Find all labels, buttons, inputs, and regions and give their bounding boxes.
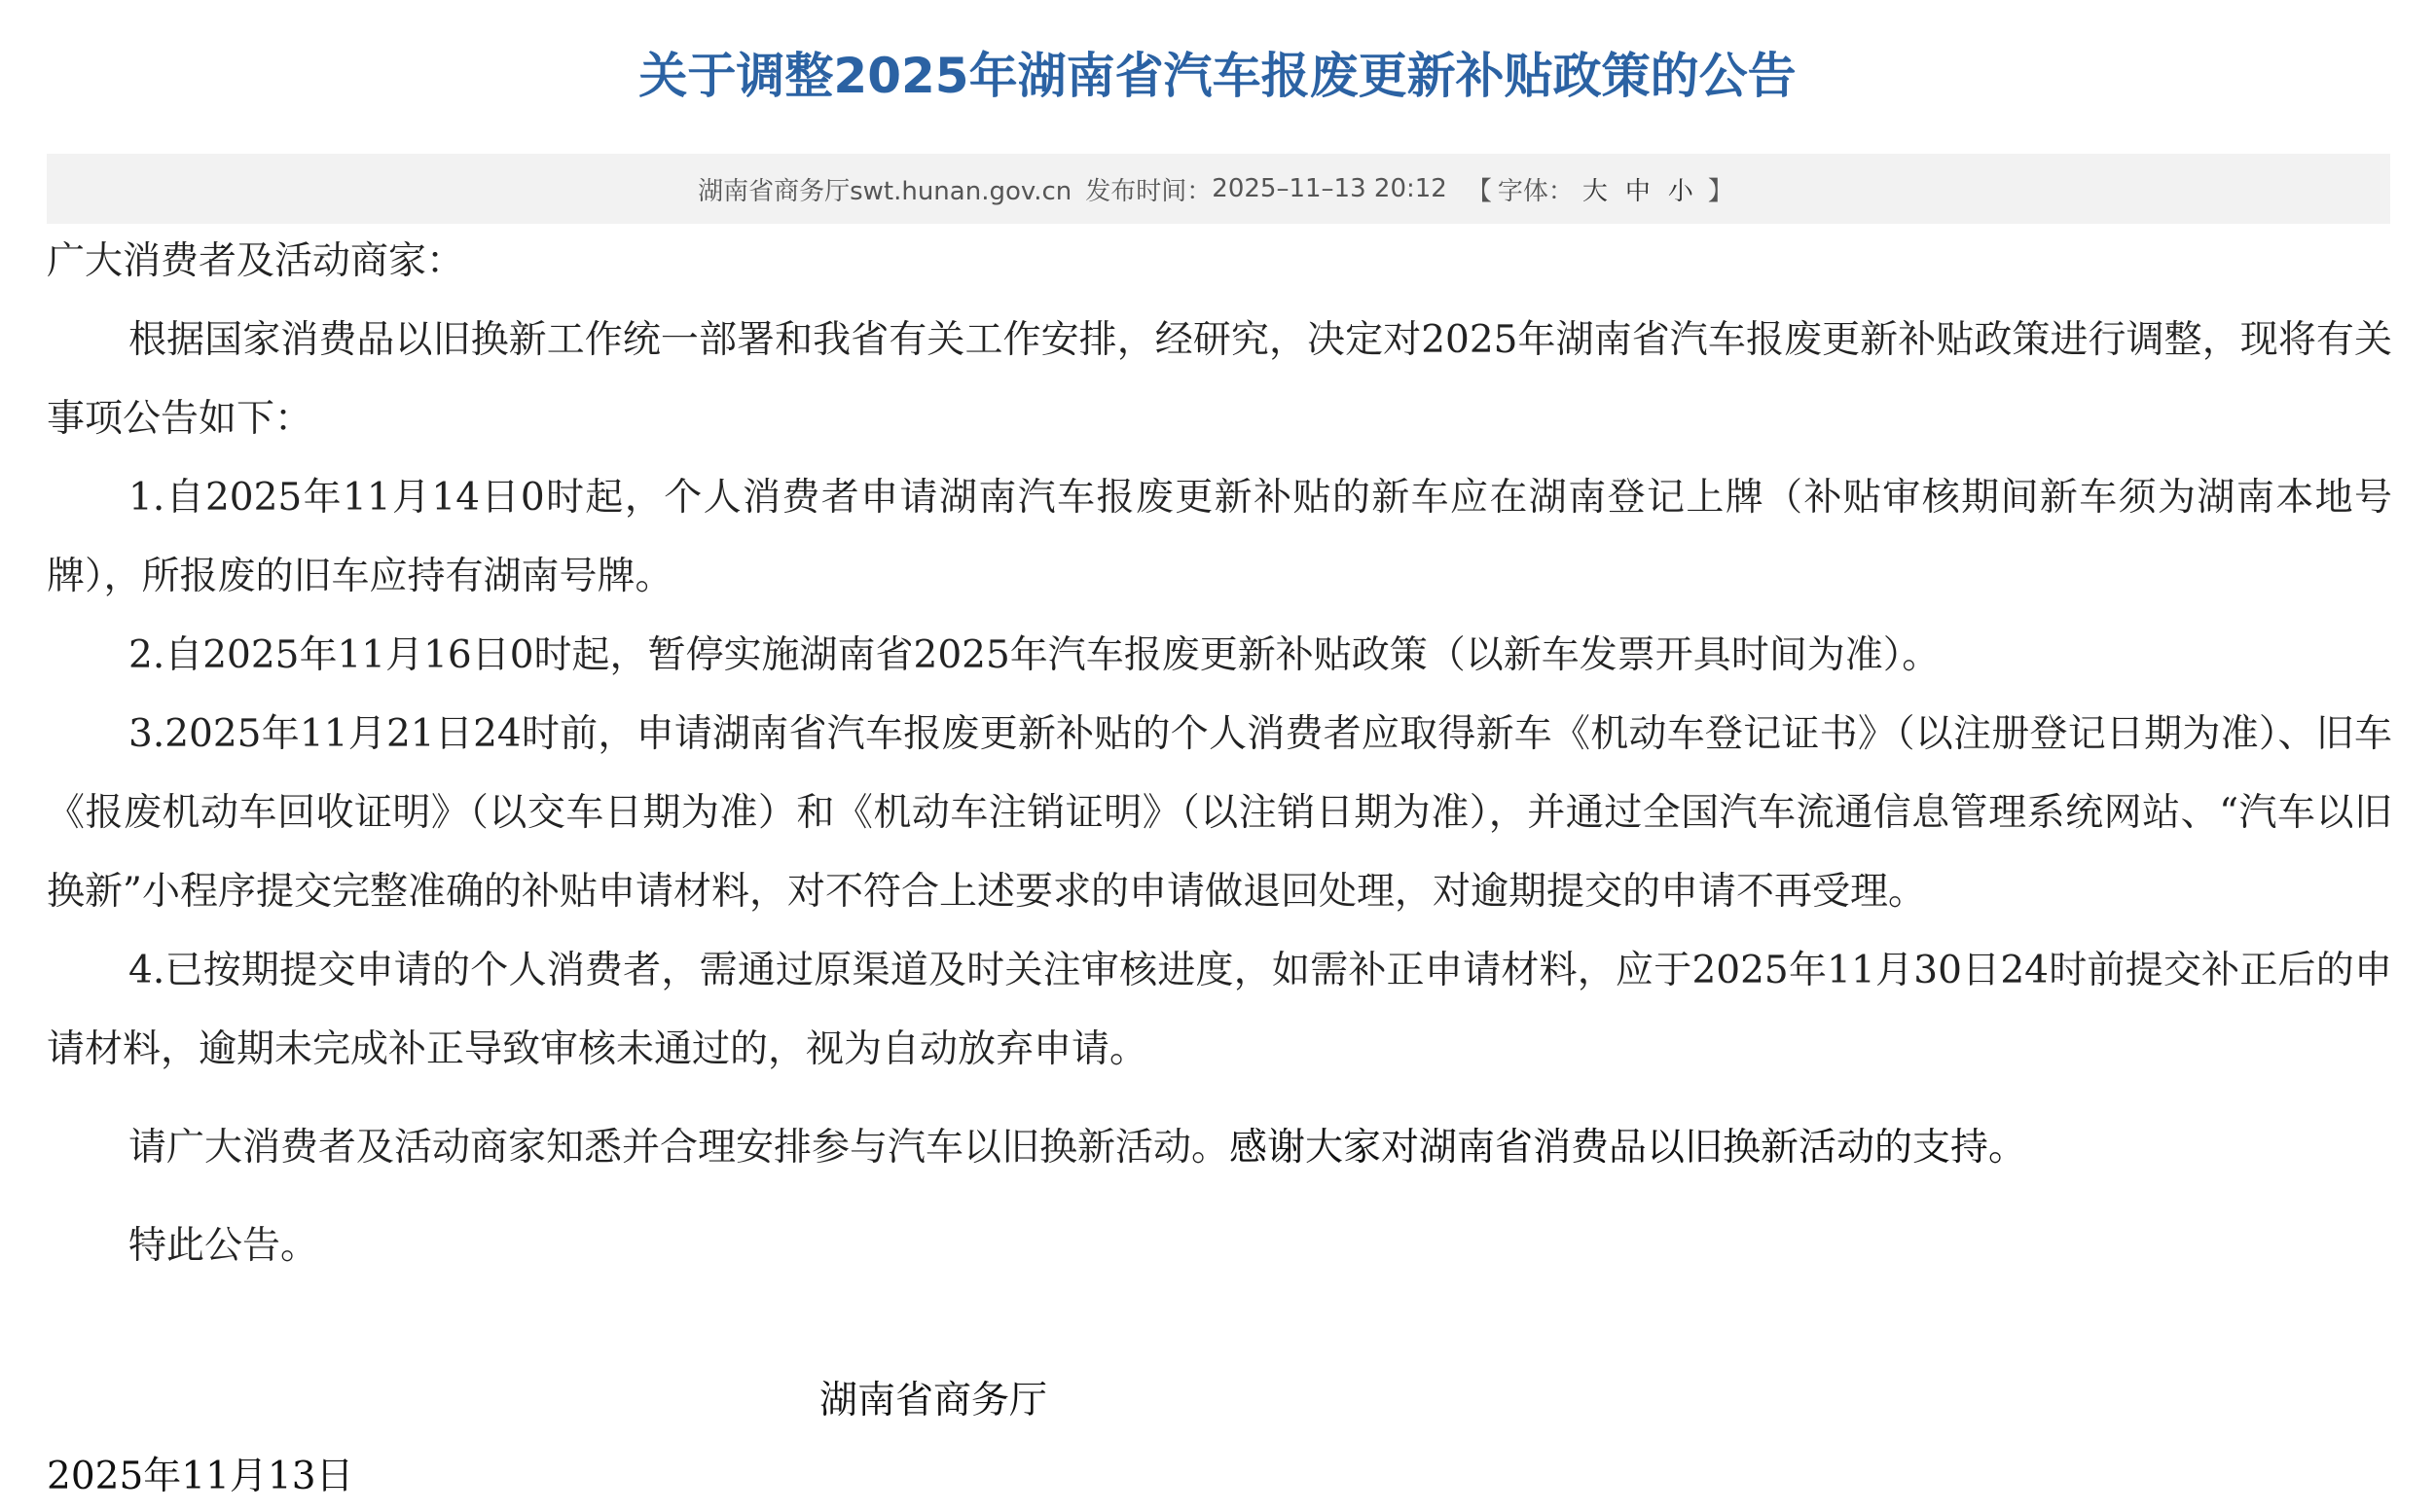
signature-org: 湖南省商务厅	[819, 1379, 1048, 1422]
article-body	[47, 222, 2392, 1285]
item-2-paragraph: 2.自2025年11月16日0时起，暂停实施湖南省2025年汽车报废更新补贴政策（以新车发票开具时间为准）。	[128, 633, 1941, 677]
page-title: 关于调整2025年湖南省汽车报废更新补贴政策的公告	[638, 48, 1797, 104]
item-4-paragraph: 4.已按期提交申请的个人消费者，需通过原渠道及时关注审核进度，如需补正申请材料，应于2025年11月30日24时前提交补正后的申请材料，逾期未完成补正导致审核未通过的，视为自动放弃申请。	[47, 949, 2392, 1071]
font-size-large-button[interactable]: 大	[1581, 176, 1608, 206]
article-meta-bar	[47, 154, 2390, 224]
closing-paragraph	[47, 1108, 2392, 1187]
font-size-small-button[interactable]: 小	[1667, 176, 1693, 206]
publish-time-label: 发布时间：	[1085, 176, 1213, 206]
closing-text-part1: 请广大消费者及活动商家知悉并合理安排参与汽车以旧换新活动。	[128, 1126, 1230, 1170]
font-size-bracket-open: 【	[1466, 176, 1492, 206]
notice-end: 特此公告。	[128, 1224, 319, 1268]
font-size-label: 字体：	[1497, 176, 1574, 206]
publish-time: 2025–11–13 20:12	[1212, 174, 1447, 203]
font-size-bracket-close: 】	[1707, 176, 1733, 206]
closing-text-part2: 感谢大家对湖南省消费品以旧换新活动的支持。	[1229, 1126, 2027, 1170]
item-1-paragraph: 1.自2025年11月14日0时起，个人消费者申请湖南汽车报废更新补贴的新车应在湖南登记上牌（补贴审核期间新车须为湖南本地号牌），所报废的旧车应持有湖南号牌。	[47, 476, 2392, 598]
item-3-paragraph: 3.2025年11月21日24时前，申请湖南省汽车报废更新补贴的个人消费者应取得新车《机动车登记证书》（以注册登记日期为准）、旧车《报废机动车回收证明》（以交车日期为准）和《机动车注销证明》（以注销日期为准），并通过全国汽车流通信息管理系统网站、“汽车以旧换新”小程序提交完整准确的补贴申请材料，对不符合上述要求的申请做退回处理，对逾期提交的申请不再受理。	[47, 712, 2392, 914]
signature-date: 2025年11月13日	[47, 1455, 354, 1498]
source-label: 湖南省商务厅swt.hunan.gov.cn	[698, 176, 1072, 206]
salutation: 广大消费者及活动商家：	[47, 239, 465, 283]
font-size-medium-button[interactable]: 中	[1624, 176, 1651, 206]
intro-paragraph: 根据国家消费品以旧换新工作统一部署和我省有关工作安排，经研究，决定对2025年湖南省汽车报废更新补贴政策进行调整，现将有关事项公告如下：	[47, 318, 2392, 441]
